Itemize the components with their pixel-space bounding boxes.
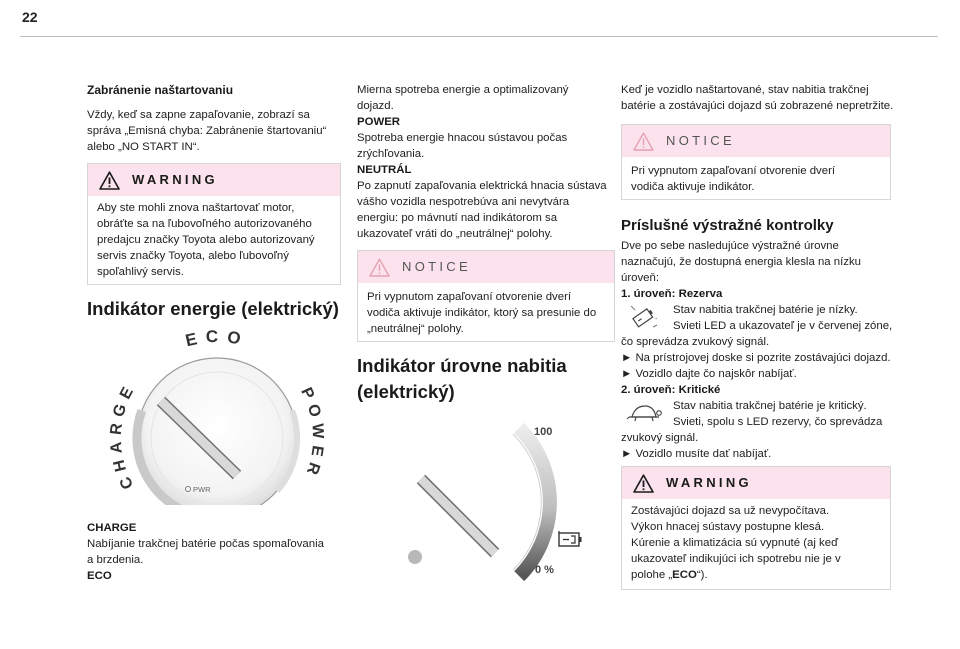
charge-level-needle — [421, 479, 495, 553]
level-2-body — [621, 398, 896, 446]
level-1-action-1: ► Na prístrojovej doske si pozrite zostávajúci dojazd. — [621, 352, 891, 364]
term-neutral: NEUTRÁL — [357, 164, 412, 176]
battery-plug-icon — [559, 531, 582, 546]
level-1-alert: Svieti LED a ukazovateľ je v červenej zóne, čo sprevádza zvukový signál. — [621, 320, 893, 348]
notice-triangle-icon — [369, 258, 390, 277]
level-1-action-2: ► Vozidlo dajte čo najskôr nabíjať. — [621, 368, 797, 380]
level-2-action-1: ► Vozidlo musíte dať nabíjať. — [621, 448, 772, 460]
charge-level-arc — [519, 426, 553, 576]
column-3 — [621, 82, 896, 590]
eco-label: ECO — [183, 326, 251, 351]
warning-text-2 — [622, 499, 890, 589]
term-eco: ECO — [87, 570, 112, 582]
energy-terms-continued — [357, 82, 607, 242]
page-number: 22 — [22, 9, 38, 25]
term-eco-desc: Mierna spotreba energie a optimalizovaný dojazd. — [357, 84, 569, 112]
energy-indicator-title: Indikátor energie (elektrický) — [87, 298, 339, 319]
battery-reserve-icon — [621, 302, 666, 332]
term-power: POWER — [357, 116, 401, 128]
charge-display-text: Keď je vozidlo naštartované, stav nabitia trakčnej batérie a zostávajúci dojazd sú zobrazené nepretržite. — [621, 84, 894, 112]
notice-header-2 — [622, 125, 890, 157]
term-charge: CHARGE — [87, 522, 137, 534]
warning-label: WARNING — [132, 172, 218, 187]
notice-label-2: NOTICE — [666, 133, 735, 148]
warning-line-2: Výkon hnacej sústavy postupne klesá. — [631, 521, 825, 533]
charge-full-label: 100 — [534, 426, 553, 438]
notice-header — [358, 251, 614, 283]
level-2-title: 2. úroveň: Kritické — [621, 384, 721, 396]
power-label: POWER — [297, 385, 327, 483]
notice-box — [357, 250, 615, 342]
energy-terms — [87, 520, 331, 584]
level-2-alert: Svieti, spolu s LED rezervy, čo sprevádza zvukový signál. — [621, 416, 883, 444]
notice-triangle-icon — [633, 132, 654, 151]
charge-empty-label: 0 % — [535, 564, 554, 576]
term-neutral-desc: Po zapnutí zapaľovania elektrická hnacia sústava vášho vozidla nespotrebúva ani nevytvára energiu: po mávnutí nad indikátorom sa ukazovateľ vráti do „neutrálnej“ polohy. — [357, 180, 607, 240]
energy-gauge — [87, 323, 347, 508]
warning-box-2 — [621, 466, 891, 590]
warning-box — [87, 163, 341, 285]
charge-level-gauge — [385, 407, 600, 592]
charge-level-title: Indikátor úrovne nabitia (elektrický) — [357, 355, 567, 402]
notice-text-2: Pri vypnutom zapaľovaní otvorenie dverí vodiča aktivuje indikátor. — [631, 165, 836, 193]
notice-label: NOTICE — [402, 259, 471, 274]
level-1-state: Stav nabitia trakčnej batérie je nízky. — [673, 304, 858, 316]
warning-header — [88, 164, 340, 196]
warning-line-3 — [631, 535, 871, 583]
warning-lights-lead: Dve po sebe nasledujúce výstražné úrovne naznačujú, že dostupná energia klesla na nízku úroveň: — [621, 240, 861, 284]
turtle-icon — [621, 398, 666, 428]
eco-mode-label: ECO — [672, 569, 697, 581]
header-rule — [20, 36, 938, 37]
warning-text: Aby ste mohli znova naštartovať motor, obráťte sa na ľubovoľného autorizovaného predajcu značky Toyota alebo autorizovaný servis značky Toyota, alebo ľubovoľný spoľahlivý servis. — [97, 202, 315, 278]
column-1 — [87, 82, 341, 584]
warning-header-2 — [622, 467, 890, 499]
start-prevention-heading: Zabránenie naštartovaniu — [87, 83, 234, 97]
column-2 — [357, 82, 615, 592]
warning-triangle-icon — [99, 171, 120, 190]
notice-box-2 — [621, 124, 891, 200]
charge-level-dot — [408, 550, 422, 564]
level-1-title: 1. úroveň: Rezerva — [621, 288, 723, 300]
warning-text-after: “). — [696, 569, 708, 581]
charge-label: CHARGE — [107, 379, 140, 492]
warning-triangle-icon — [633, 474, 654, 493]
pwr-label: PWR — [193, 485, 211, 494]
level-2-state: Stav nabitia trakčnej batérie je kritický. — [673, 400, 867, 412]
start-prevention-text: Vždy, keď sa zapne zapaľovanie, zobrazí sa správa „Emisná chyba: Zabránenie štartovaniu“ alebo „NO START IN“. — [87, 109, 327, 153]
warning-label-2: WARNING — [666, 475, 752, 490]
warning-line-1: Zostávajúci dojazd sa už nevypočítava. — [631, 505, 830, 517]
warning-text-before: Kúrenie a klimatizácia sú vypnuté (aj keď ukazovateľ indikujúci ich spotrebu nie je v polohe „ — [631, 537, 841, 581]
gauge-dial — [137, 358, 297, 508]
svg-text:-: - — [654, 316, 657, 323]
level-1-block — [621, 286, 896, 382]
term-charge-desc: Nabíjanie trakčnej batérie počas spomaľovania a brzdenia. — [87, 538, 324, 566]
warning-lights-title: Príslušné výstražné kontrolky — [621, 217, 834, 234]
level-1-body — [621, 302, 896, 350]
term-power-desc: Spotreba energie hnacou sústavou počas zrýchľovania. — [357, 132, 568, 160]
level-2-block — [621, 382, 896, 462]
notice-text: Pri vypnutom zapaľovaní otvorenie dverí vodiča aktivuje indikátor, ktorý sa presunie do „neutrálnej“ polohy. — [367, 291, 597, 335]
